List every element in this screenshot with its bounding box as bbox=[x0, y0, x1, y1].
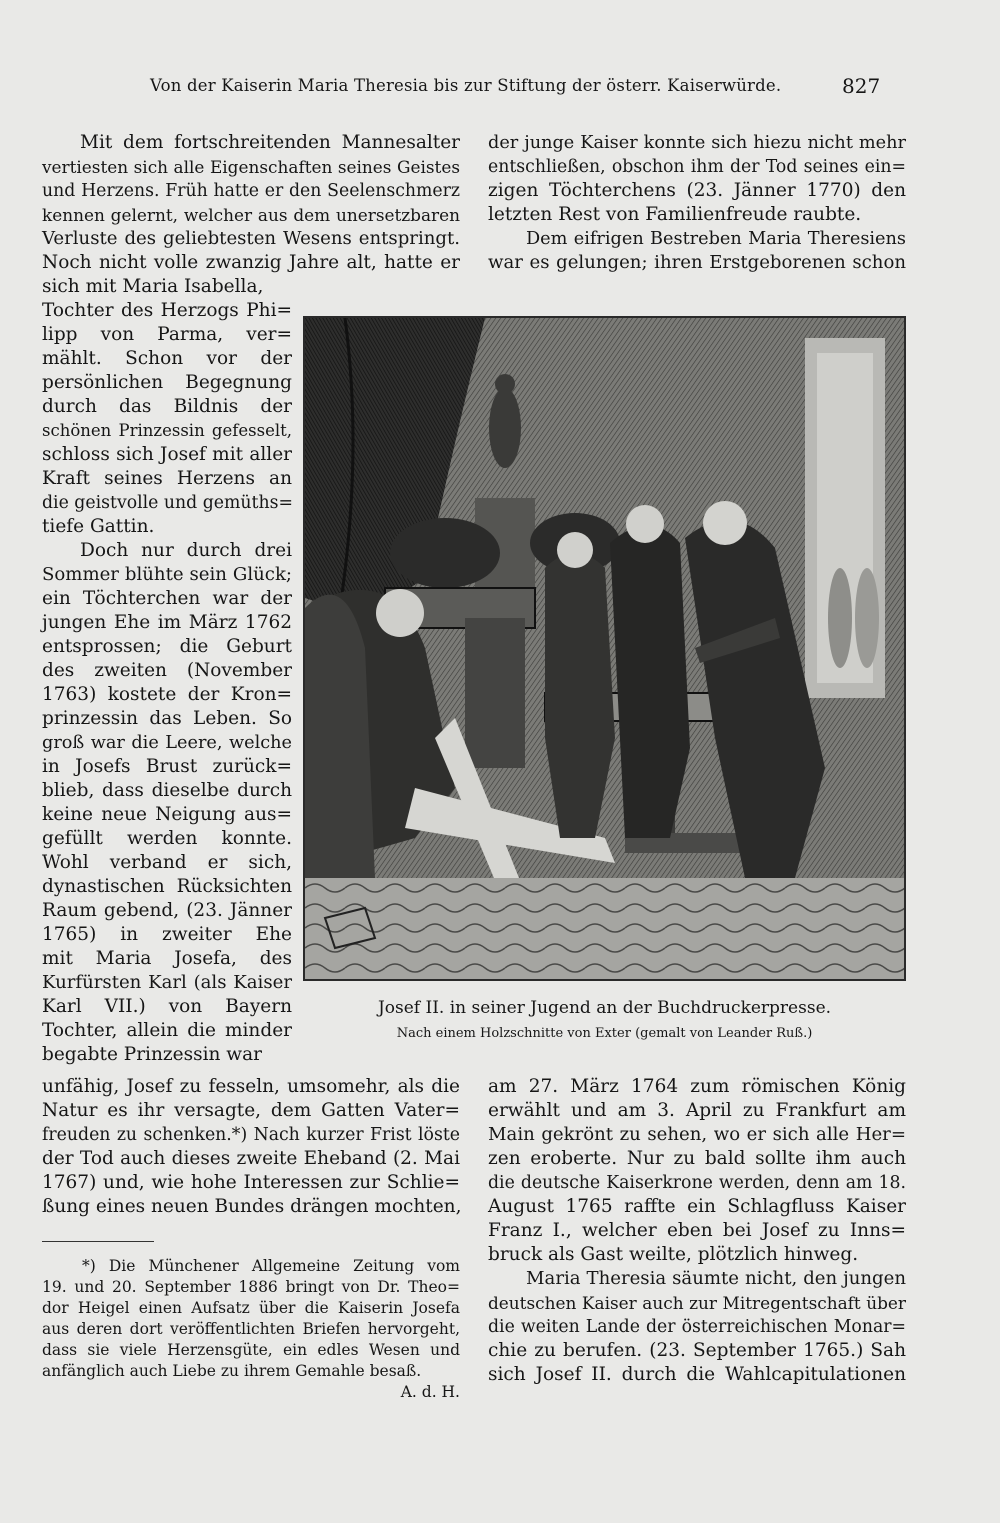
text-line: entschließen, obschon ihm der Tod seines ein= bbox=[488, 157, 906, 177]
text-line: Main gekrönt zu sehen, wo er sich alle Her= bbox=[488, 1124, 906, 1145]
text-line: zen eroberte. Nur zu bald sollte ihm auch bbox=[488, 1148, 906, 1169]
text-line: schönen Prinzessin gefesselt, bbox=[42, 421, 292, 440]
text-line: tiefe Gattin. bbox=[42, 516, 155, 537]
text-line: gefüllt werden konnte. bbox=[42, 828, 292, 849]
text-line: Verluste des geliebtesten Wesens entspringt. bbox=[42, 228, 460, 249]
text-line: entsprossen; die Geburt bbox=[42, 636, 292, 657]
text-line: prinzessin das Leben. So bbox=[42, 708, 292, 729]
text-line: Franz I., welcher eben bei Josef zu Inns= bbox=[488, 1220, 906, 1241]
running-head: Von der Kaiserin Maria Theresia bis zur Stiftung der österr. Kaiserwürde. bbox=[150, 76, 782, 95]
footnote-line: anfänglich auch Liebe zu ihrem Gemahle besaß. bbox=[42, 1362, 422, 1380]
text-line: Maria Theresia säumte nicht, den jungen bbox=[526, 1268, 906, 1289]
text-line: erwählt und am 3. April zu Frankfurt am bbox=[488, 1100, 906, 1121]
text-line: vertiesten sich alle Eigenschaften seines Geistes bbox=[42, 157, 460, 177]
text-line: Karl VII.) von Bayern bbox=[42, 996, 292, 1017]
text-line: in Josefs Brust zurück= bbox=[42, 756, 292, 777]
footnote-signature: A. d. H. bbox=[400, 1383, 460, 1401]
text-line: bruck als Gast weilte, plötzlich hinweg. bbox=[488, 1244, 859, 1265]
text-line: kennen gelernt, welcher aus dem unersetzbaren bbox=[42, 205, 460, 225]
text-line: groß war die Leere, welche bbox=[42, 733, 292, 753]
text-line: die deutsche Kaiserkrone werden, denn am 18. bbox=[488, 1173, 906, 1193]
text-line: durch das Bildnis der bbox=[42, 396, 292, 417]
text-line: die weiten Lande der österreichischen Monar= bbox=[488, 1317, 906, 1337]
text-line: Kraft seines Herzens an bbox=[42, 468, 292, 489]
footnote-line: 19. und 20. September 1886 bringt von Dr. Theo= bbox=[42, 1278, 460, 1296]
text-line: schloss sich Josef mit aller bbox=[42, 444, 292, 465]
text-line: dynastischen Rücksichten bbox=[42, 876, 292, 897]
text-line: die geistvolle und gemüths= bbox=[42, 493, 293, 513]
footnote-line: dor Heigel einen Aufsatz über die Kaiserin Josefa bbox=[42, 1299, 460, 1317]
text-line: keine neue Neigung aus= bbox=[42, 804, 292, 825]
text-line: letzten Rest von Familienfreude raubte. bbox=[488, 204, 862, 225]
text-line: Noch nicht volle zwanzig Jahre alt, hatte er bbox=[42, 252, 460, 273]
text-line: begabte Prinzessin war bbox=[42, 1044, 262, 1065]
text-line: lipp von Parma, ver= bbox=[42, 324, 292, 345]
footnote-line: dass sie viele Herzensgüte, ein edles Wesen und bbox=[42, 1341, 460, 1359]
text-line: zigen Töchterchens (23. Jänner 1770) den bbox=[488, 180, 906, 201]
footnote-rule bbox=[42, 1241, 154, 1242]
text-line: deutschen Kaiser auch zur Mitregentschaft über bbox=[488, 1293, 906, 1313]
figure-caption: Josef II. in seiner Jugend an der Buchdruckerpresse. bbox=[377, 998, 832, 1018]
text-line: Sommer blühte sein Glück; bbox=[42, 564, 292, 585]
text-line: am 27. März 1764 zum römischen König bbox=[488, 1076, 906, 1097]
text-line: 1763) kostete der Kron= bbox=[42, 684, 292, 705]
text-line: unfähig, Josef zu fesseln, umsomehr, als die bbox=[42, 1076, 460, 1097]
text-line: chie zu berufen. (23. September 1765.) Sah bbox=[488, 1340, 906, 1361]
text-line: ßung eines neuen Bundes drängen mochten, bbox=[42, 1196, 462, 1217]
text-line: Tochter des Herzogs Phi= bbox=[42, 300, 292, 321]
text-line: war es gelungen; ihren Erstgeborenen schon bbox=[488, 252, 906, 273]
text-line: des zweiten (November bbox=[42, 660, 292, 681]
text-line: sich Josef II. durch die Wahlcapitulationen bbox=[488, 1364, 906, 1385]
text-line: ein Töchterchen war der bbox=[42, 588, 292, 609]
text-line: mit Maria Josefa, des bbox=[42, 948, 292, 969]
text-line: Wohl verband er sich, bbox=[42, 852, 292, 873]
text-line: August 1765 raffte ein Schlagfluss Kaiser bbox=[488, 1196, 906, 1217]
text-line: Dem eifrigen Bestreben Maria Theresiens bbox=[526, 229, 906, 249]
text-line: freuden zu schenken.*) Nach kurzer Frist löste bbox=[42, 1125, 460, 1145]
text-line: Mit dem fortschreitenden Mannesalter bbox=[80, 132, 460, 153]
text-line: sich mit Maria Isabella, bbox=[42, 276, 264, 297]
text-line: der junge Kaiser konnte sich hiezu nicht mehr bbox=[488, 133, 906, 153]
text-line: Tochter, allein die minder bbox=[42, 1020, 292, 1041]
text-line: 1767) und, wie hohe Interessen zur Schlie= bbox=[42, 1172, 460, 1193]
text-line: Kurfürsten Karl (als Kaiser bbox=[42, 972, 292, 993]
engraving-image bbox=[305, 318, 904, 979]
figure-credit: Nach einem Holzschnitte von Exter (gemalt von Leander Ruß.) bbox=[396, 1026, 813, 1041]
text-line: Natur es ihr versagte, dem Gatten Vater= bbox=[42, 1100, 460, 1121]
text-line: Doch nur durch drei bbox=[80, 540, 292, 561]
engraving-illustration bbox=[303, 316, 906, 981]
text-line: der Tod auch dieses zweite Eheband (2. Mai bbox=[42, 1148, 460, 1169]
footnote-line: *) Die Münchener Allgemeine Zeitung vom bbox=[82, 1257, 460, 1275]
text-line: jungen Ehe im März 1762 bbox=[42, 612, 292, 633]
text-line: persönlichen Begegnung bbox=[42, 372, 292, 393]
text-line: und Herzens. Früh hatte er den Seelenschmerz bbox=[42, 181, 460, 201]
text-line: Raum gebend, (23. Jänner bbox=[42, 900, 292, 921]
text-line: blieb, dass dieselbe durch bbox=[42, 780, 292, 801]
text-line: mählt. Schon vor der bbox=[42, 348, 292, 369]
footnote-line: aus deren dort veröffentlichten Briefen hervorgeht, bbox=[42, 1320, 460, 1338]
page-number: 827 bbox=[842, 74, 881, 98]
text-line: 1765) in zweiter Ehe bbox=[42, 924, 292, 945]
